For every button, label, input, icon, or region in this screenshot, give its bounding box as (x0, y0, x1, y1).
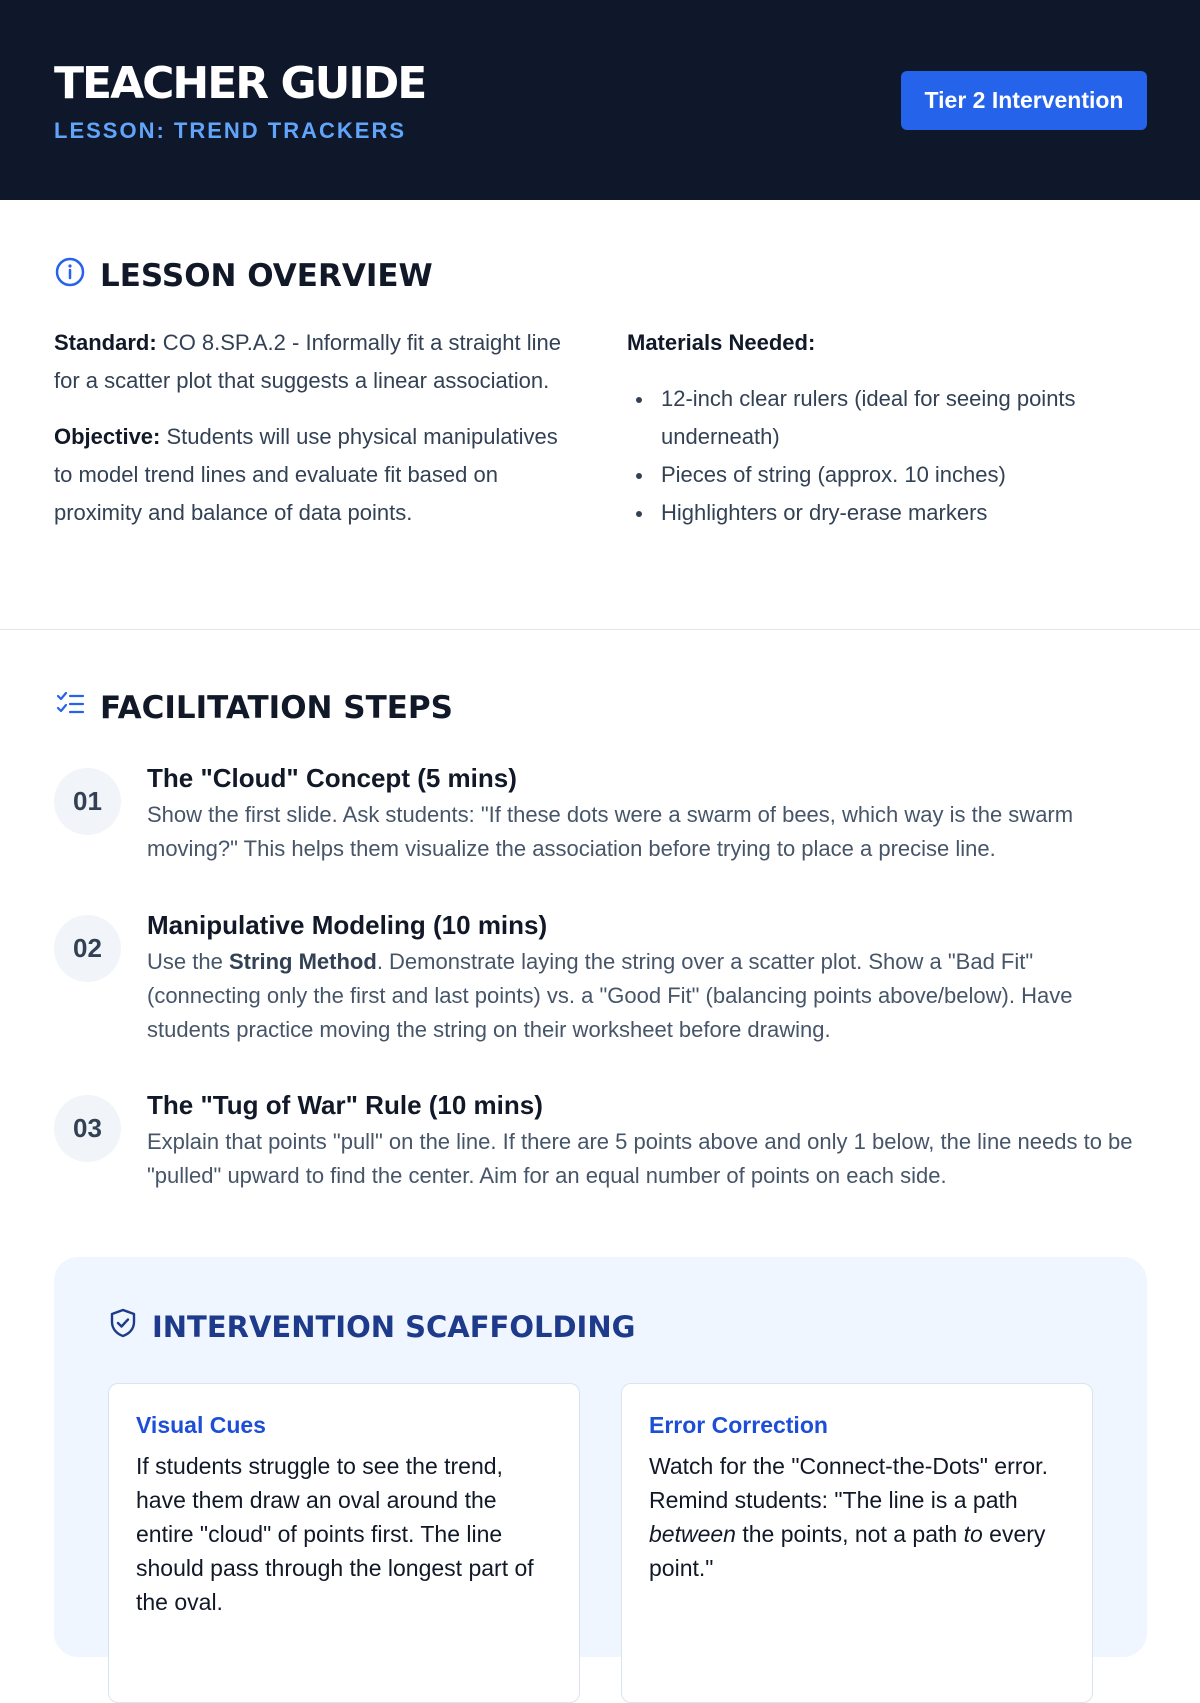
standard-label: Standard: (54, 330, 157, 355)
checklist-icon (54, 688, 86, 728)
card-text (649, 1449, 1065, 1585)
intervention-scaffolding-panel (54, 1257, 1147, 1657)
card-title: Error Correction (649, 1412, 828, 1438)
scaffolding-heading-text: INTERVENTION SCAFFOLDING (152, 1309, 636, 1344)
objective-label: Objective: (54, 424, 161, 449)
step-number: 03 (54, 1095, 121, 1162)
guide-title: TEACHER GUIDE (54, 58, 426, 109)
step-text: Show the first slide. Ask students: "If these dots were a swarm of bees, which way is the swarm moving?" This helps them visualize the association before trying to place a precise line. (147, 802, 1074, 861)
card-text-a: Watch for the "Connect-the-Dots" error. Remind students: "The line is a path (649, 1453, 1048, 1513)
step-text (147, 945, 1147, 1047)
step-title: Manipulative Modeling (10 mins) (147, 910, 548, 940)
info-icon (54, 256, 86, 296)
objective-paragraph (54, 418, 574, 532)
steps-heading (54, 688, 453, 728)
lesson-overview-section (0, 200, 1200, 630)
overview-heading (54, 256, 433, 296)
step-body (147, 1087, 1147, 1193)
facilitation-steps-section (0, 630, 1200, 1260)
materials-label: Materials Needed: (627, 330, 816, 355)
list-item: Highlighters or dry-erase markers (627, 494, 1147, 532)
step-text-pre: Use the (147, 949, 229, 974)
standard-text: CO 8.SP.A.2 - Informally fit a straight line for a scatter plot that suggests a linear association. (54, 330, 562, 393)
card-text-c: every point." (649, 1521, 1046, 1581)
step-text-post: . Demonstrate laying the string over a scatter plot. Show a "Bad Fit" (connecting only the first and last points) vs. a "Good Fit" (balancing points above/below). Have students practice moving the string on their worksheet before drawing. (147, 949, 1073, 1042)
string-method-term: String Method (228, 949, 377, 974)
card-text-b: the points, not a path (735, 1521, 964, 1547)
shield-check-icon (108, 1307, 138, 1346)
step-title: The "Tug of War" Rule (10 mins) (147, 1090, 543, 1120)
steps-heading-text: FACILITATION STEPS (100, 690, 453, 726)
overview-heading-text: LESSON OVERVIEW (100, 258, 433, 294)
error-correction-card (621, 1383, 1093, 1703)
step-text: Explain that points "pull" on the line. If there are 5 points above and only 1 below, the line needs to be "pulled" upward to find the center. Aim for an equal number of points on each side. (147, 1129, 1133, 1188)
list-item: Pieces of string (approx. 10 inches) (627, 456, 1147, 494)
objective-text: Students will use physical manipulatives to model trend lines and evaluate fit based on proximity and balance of data points. (54, 424, 558, 525)
materials-list (627, 380, 1147, 532)
emphasis-to: to (963, 1521, 983, 1547)
page-header (0, 0, 1200, 200)
card-text: If students struggle to see the trend, have them draw an oval around the entire "cloud" of points first. The line should pass through the longest part of the oval. (136, 1453, 534, 1615)
overview-left-column (54, 324, 574, 550)
step-number: 02 (54, 915, 121, 982)
step-body (147, 760, 1147, 866)
tier-badge[interactable]: Tier 2 Intervention (901, 71, 1147, 130)
visual-cues-card (108, 1383, 580, 1703)
lesson-subtitle: LESSON: TREND TRACKERS (54, 118, 407, 143)
step-number: 01 (54, 768, 121, 835)
emphasis-between: between (649, 1521, 736, 1547)
materials-column (627, 324, 1147, 532)
list-item: 12-inch clear rulers (ideal for seeing points underneath) (627, 380, 1147, 456)
step-title: The "Cloud" Concept (5 mins) (147, 763, 517, 793)
scaffolding-heading (108, 1307, 635, 1346)
standard-paragraph (54, 324, 574, 400)
card-title: Visual Cues (136, 1412, 266, 1438)
step-body (147, 907, 1147, 1047)
